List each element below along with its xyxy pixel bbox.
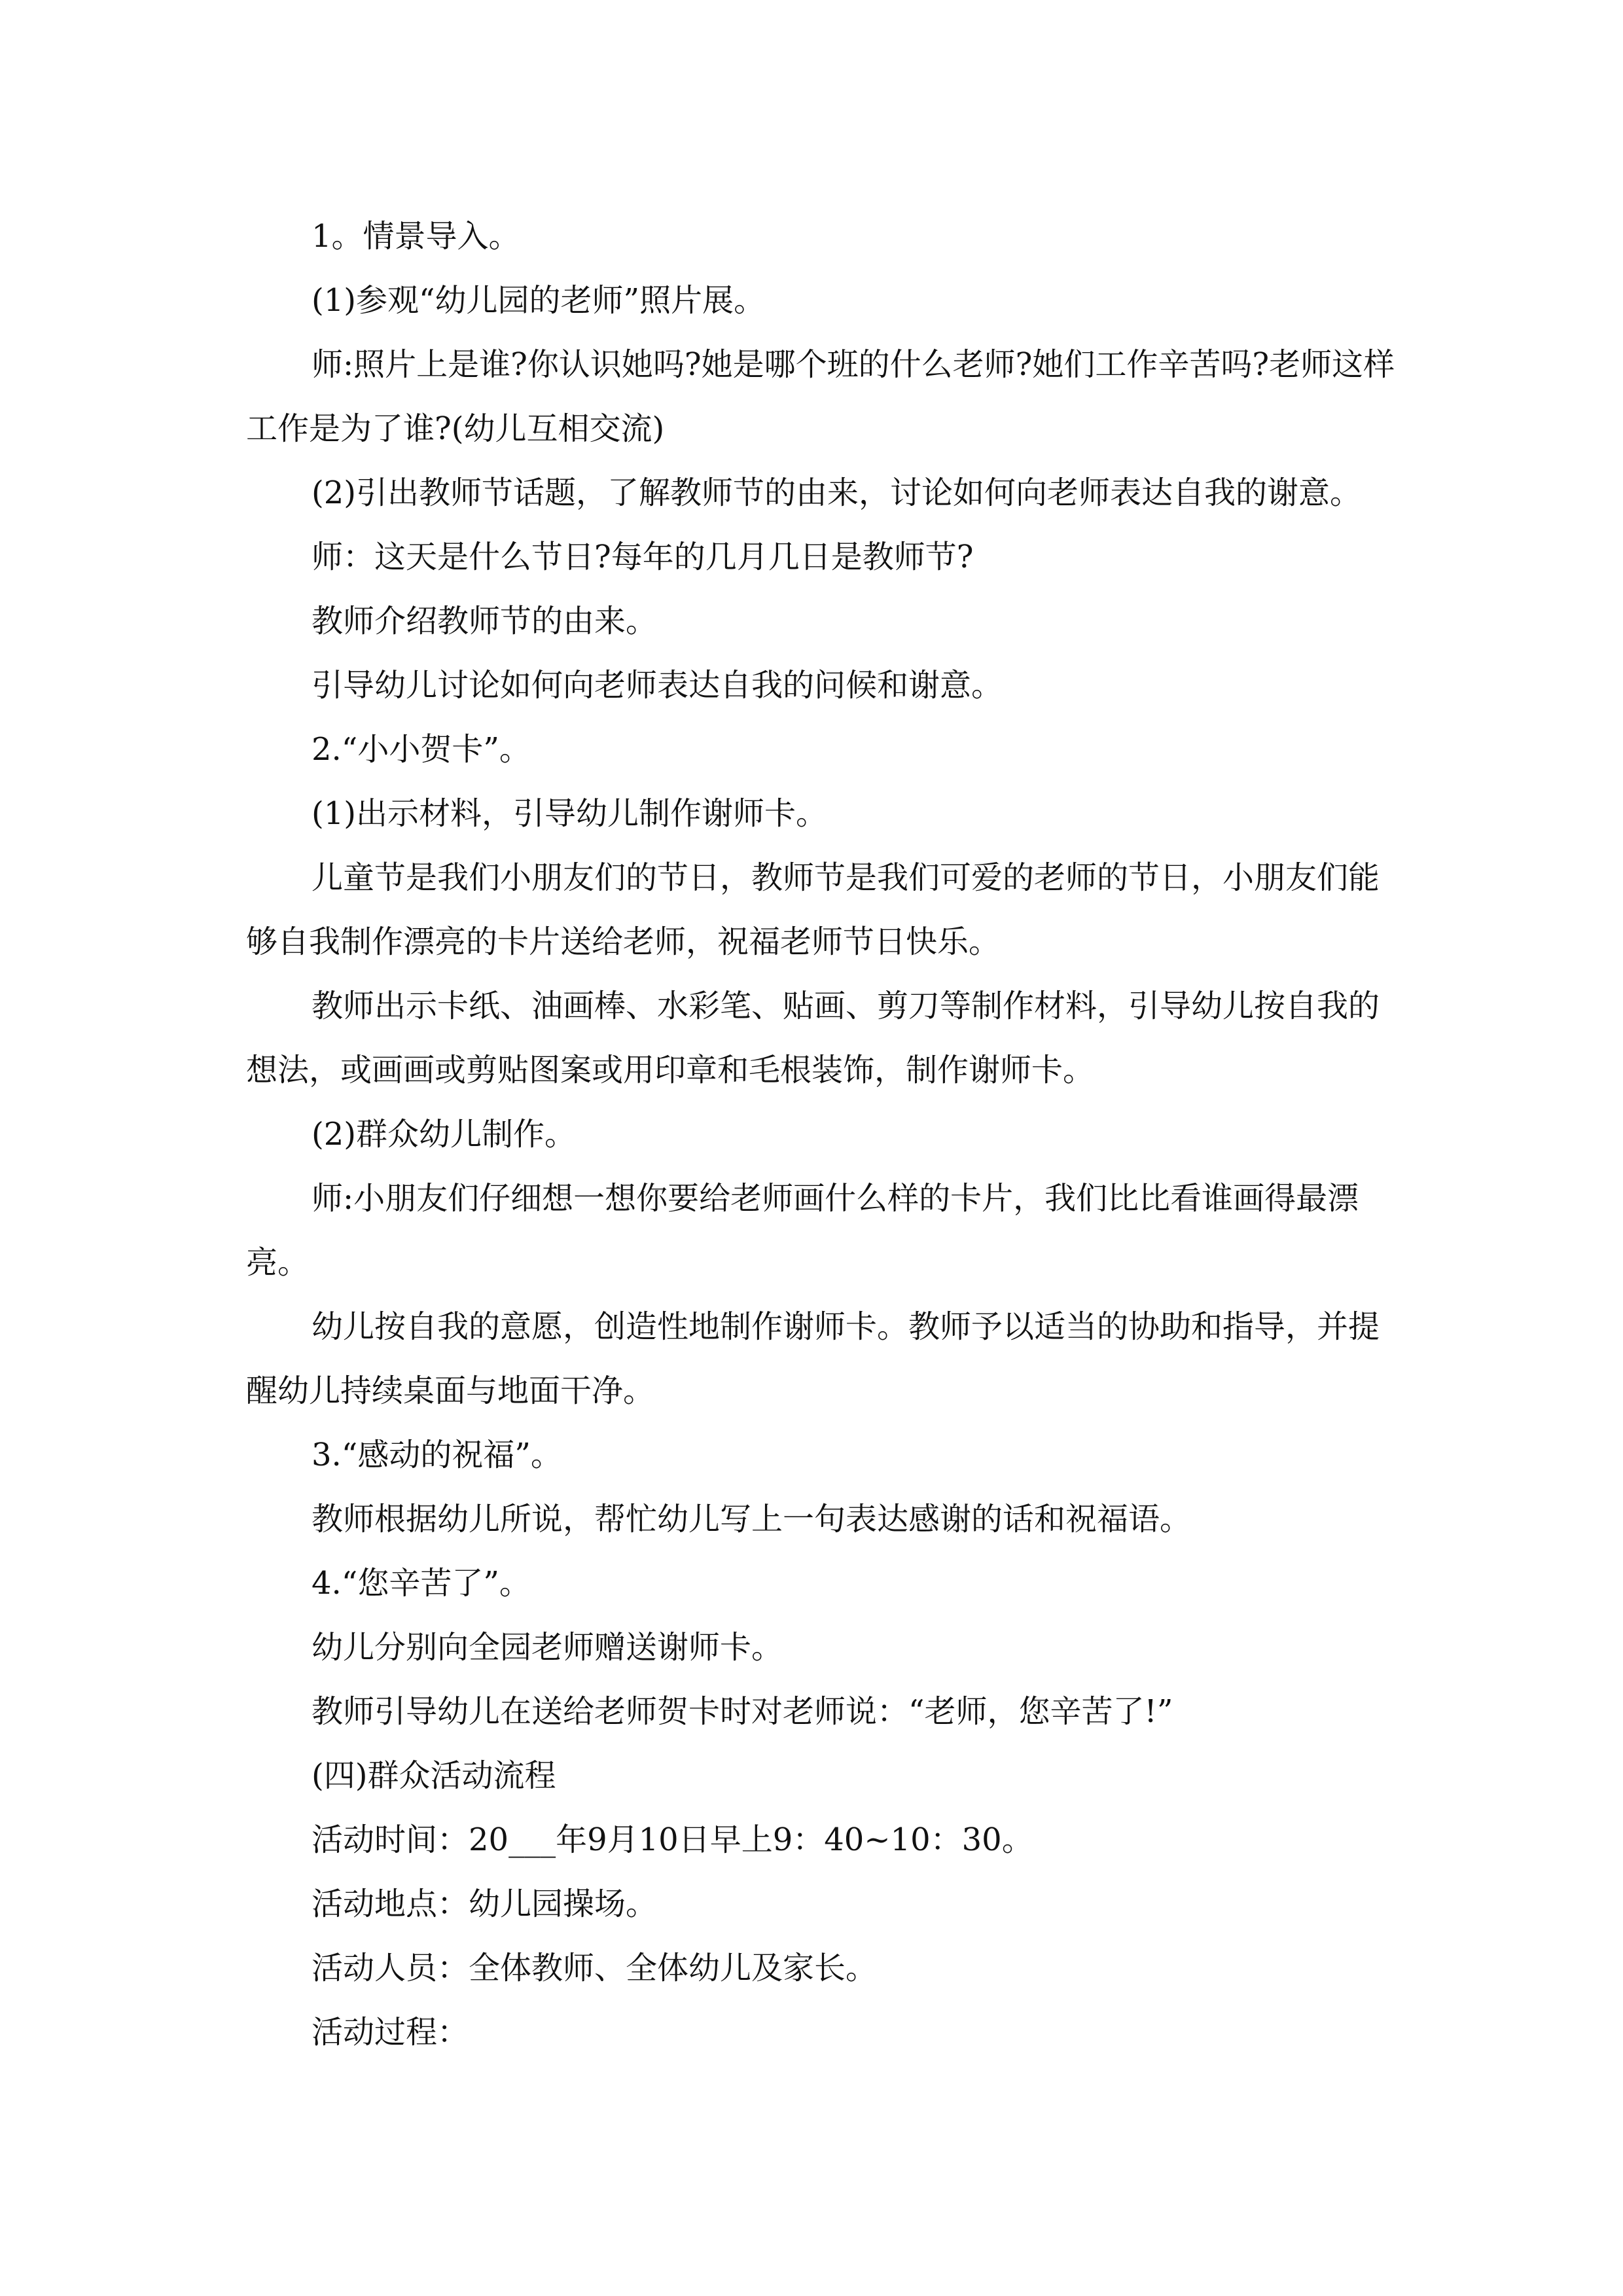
paragraph: (1)参观“幼儿园的老师”照片展。 <box>312 282 766 319</box>
document-body <box>246 204 1398 2064</box>
paragraph: 教师根据幼儿所说，帮忙幼儿写上一句表达感谢的话和祝福语。 <box>312 1501 1192 1537</box>
paragraph: 活动人员：全体教师、全体幼儿及家长。 <box>312 1950 878 1986</box>
paragraph: 3.“感动的祝福”。 <box>312 1437 562 1473</box>
paragraph: 师：这天是什么节日?每年的几月几日是教师节? <box>312 539 974 575</box>
paragraph: 教师介绍教师节的由来。 <box>312 603 658 639</box>
paragraph: 师:照片上是谁?你认识她吗?她是哪个班的什么老师?她们工作辛苦吗?老师这样工作是为了谁?(幼儿互相交流) <box>246 346 1395 447</box>
paragraph: 活动地点：幼儿园操场。 <box>312 1886 658 1922</box>
paragraph: 1。情景导入。 <box>312 218 520 255</box>
paragraph: 4.“您辛苦了”。 <box>312 1565 531 1602</box>
section-heading: (四)群众活动流程 <box>312 1757 556 1794</box>
paragraph: 引导幼儿讨论如何向老师表达自我的问候和谢意。 <box>312 667 1003 704</box>
paragraph: 教师引导幼儿在送给老师贺卡时对老师说：“老师，您辛苦了!” <box>312 1693 1173 1730</box>
paragraph: 2.“小小贺卡”。 <box>312 731 531 768</box>
paragraph: (1)出示材料，引导幼儿制作谢师卡。 <box>312 795 827 832</box>
paragraph: 活动过程： <box>312 2014 469 2051</box>
paragraph: 活动时间：20___年9月10日早上9：40~10：30。 <box>312 1821 1033 1858</box>
paragraph: (2)群众幼儿制作。 <box>312 1116 576 1153</box>
paragraph: 教师出示卡纸、油画棒、水彩笔、贴画、剪刀等制作材料，引导幼儿按自我的想法，或画画或剪贴图案或用印章和毛根装饰，制作谢师卡。 <box>246 988 1380 1088</box>
paragraph: 儿童节是我们小朋友们的节日，教师节是我们可爱的老师的节日，小朋友们能够自我制作漂亮的卡片送给老师，祝福老师节日快乐。 <box>246 859 1380 960</box>
paragraph: 幼儿分别向全园老师赠送谢师卡。 <box>312 1629 783 1666</box>
paragraph: (2)引出教师节话题，了解教师节的由来，讨论如何向老师表达自我的谢意。 <box>312 475 1361 511</box>
paragraph: 师:小朋友们仔细想一想你要给老师画什么样的卡片，我们比比看谁画得最漂亮。 <box>246 1180 1359 1281</box>
paragraph: 幼儿按自我的意愿，创造性地制作谢师卡。教师予以适当的协助和指导，并提醒幼儿持续桌面与地面干净。 <box>246 1308 1380 1409</box>
